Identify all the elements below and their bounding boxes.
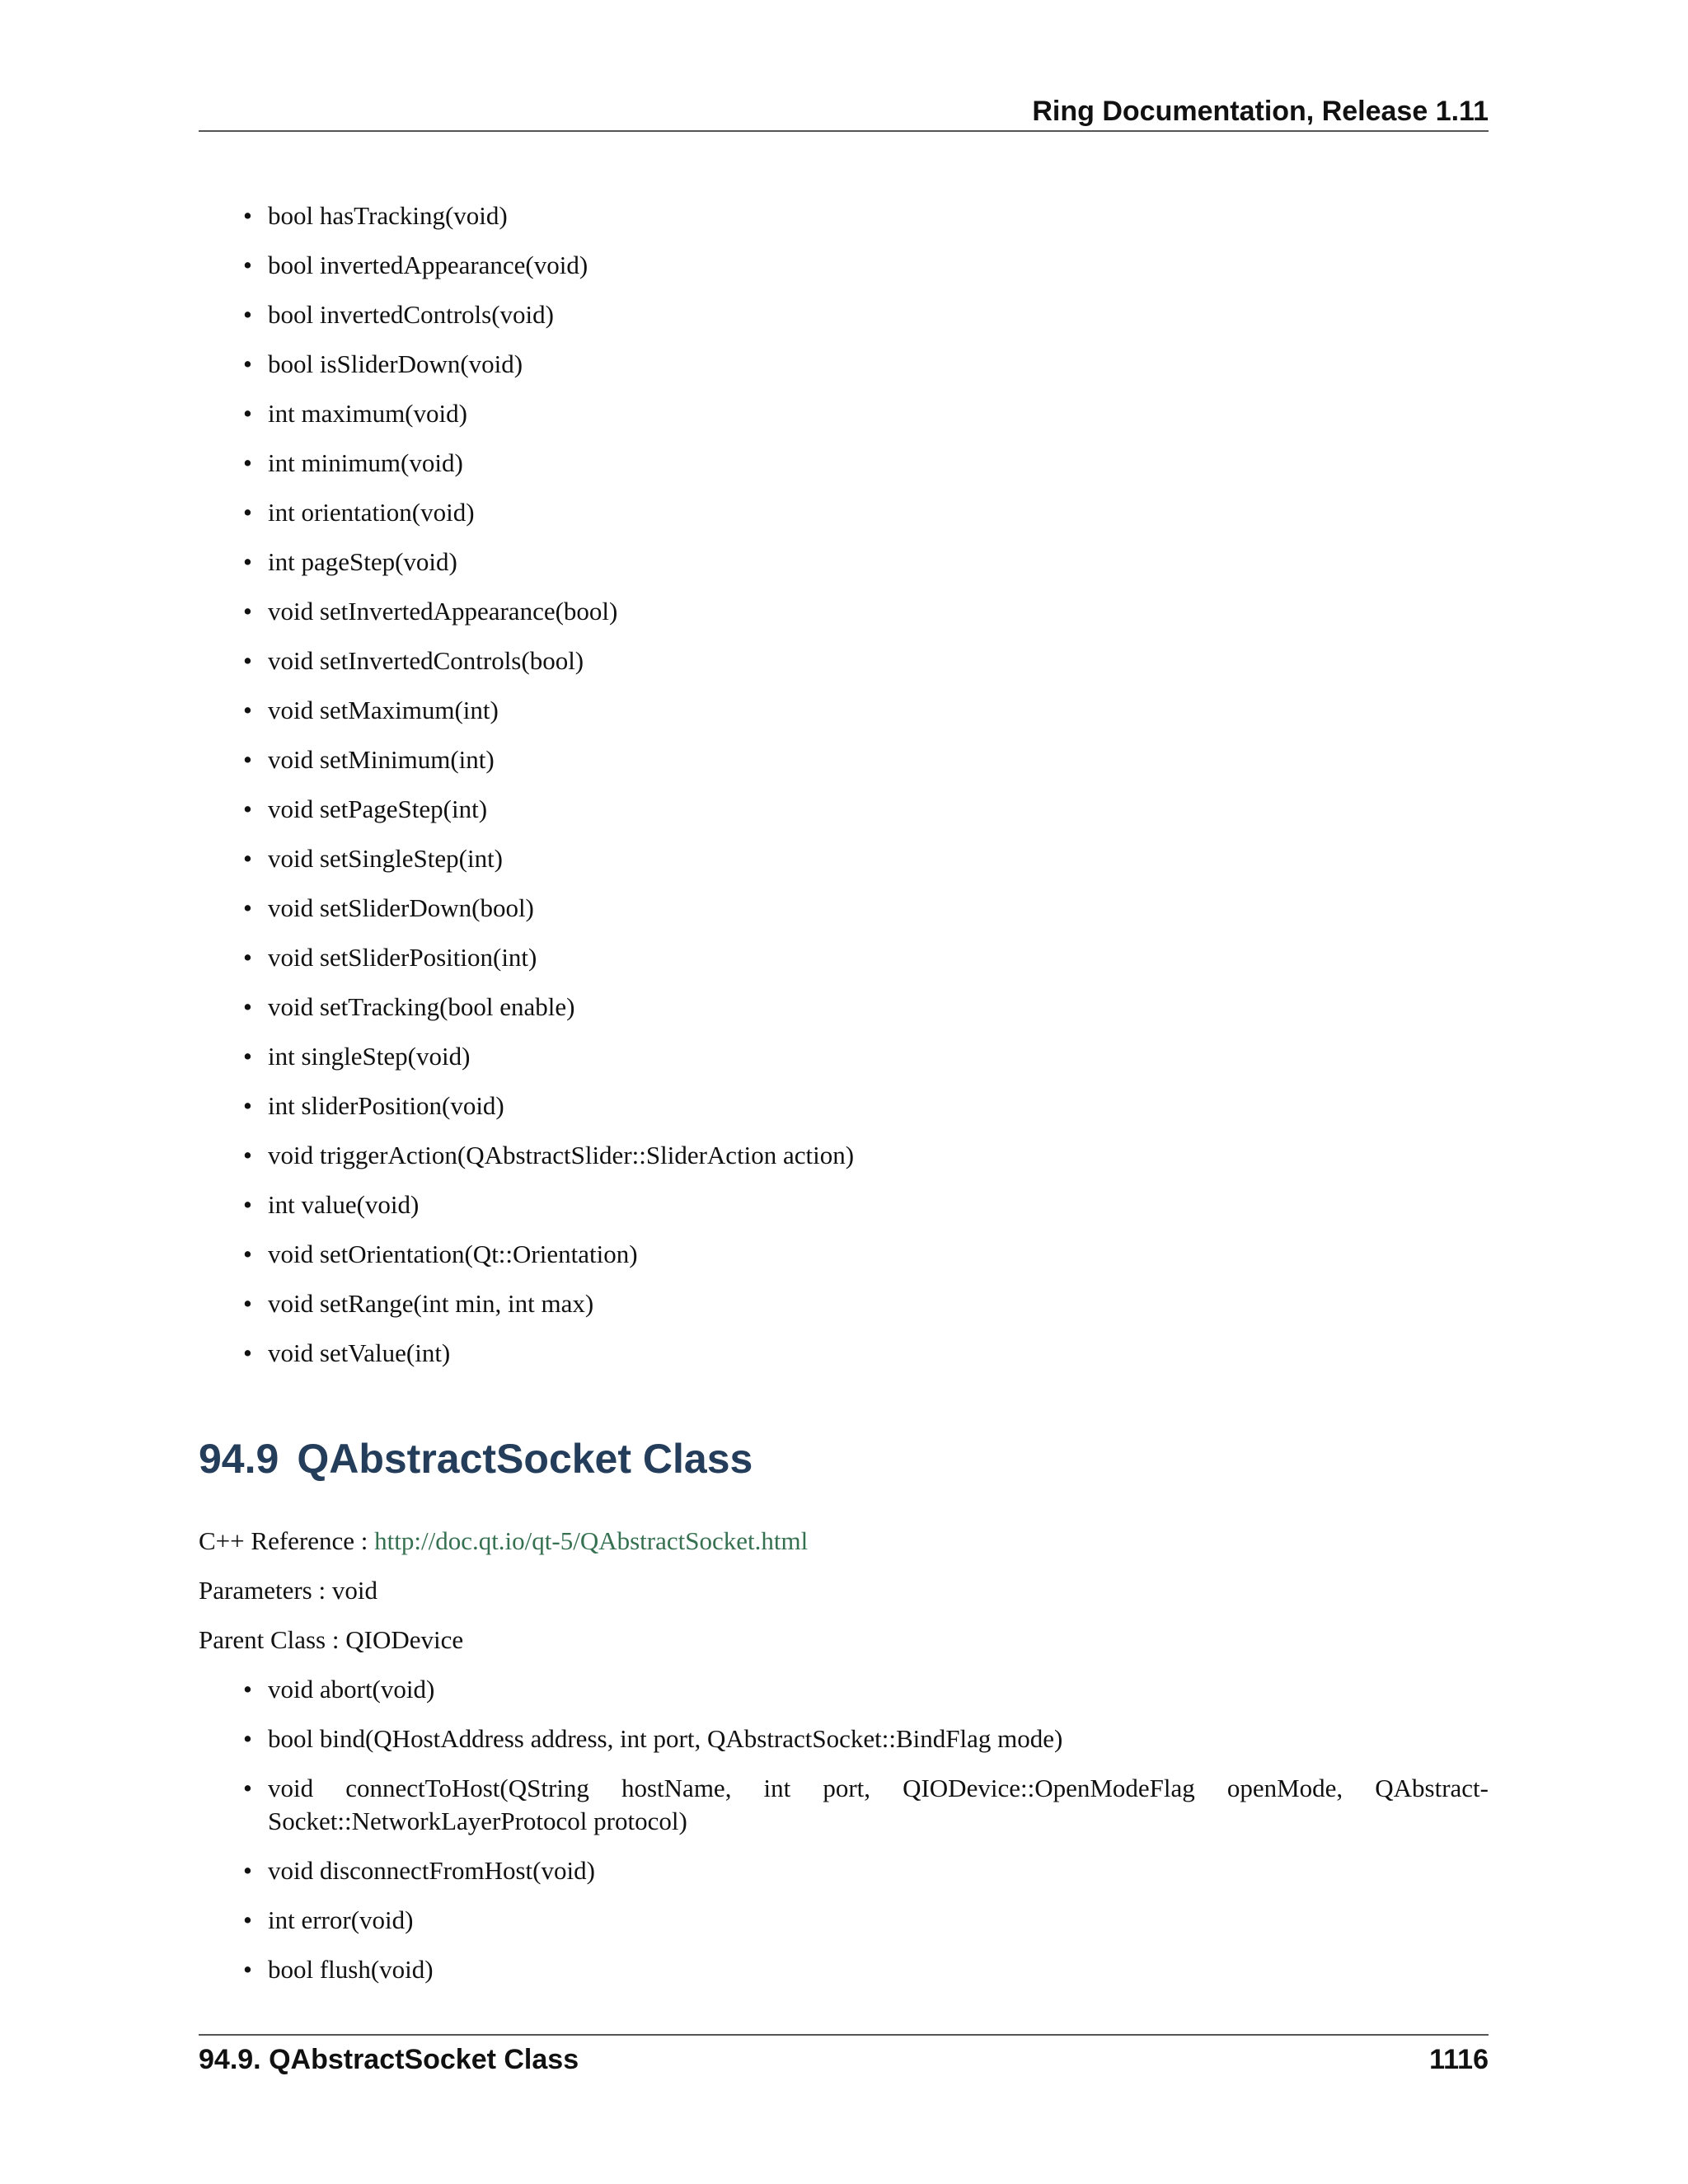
- parent-class-line: Parent Class : QIODevice: [199, 1625, 464, 1654]
- bullet-icon: •: [243, 1289, 252, 1318]
- method-signature: bool invertedAppearance(void): [268, 251, 588, 279]
- method-list-qabstractslider: [243, 199, 1489, 1386]
- method-signature: void setTracking(bool enable): [268, 992, 575, 1021]
- method-signature: void setSingleStep(int): [268, 844, 504, 873]
- cpp-reference-link[interactable]: http://doc.qt.io/qt-5/QAbstractSocket.html: [374, 1526, 809, 1555]
- method-item: [243, 743, 1489, 776]
- method-signature: int sliderPosition(void): [268, 1091, 504, 1120]
- method-signature: void setValue(int): [268, 1338, 451, 1367]
- method-signature: void setSliderDown(bool): [268, 893, 534, 922]
- bullet-icon: •: [243, 300, 252, 329]
- bullet-icon: •: [243, 893, 252, 922]
- bullet-icon: •: [243, 1190, 252, 1219]
- section-number: 94.9: [199, 1436, 279, 1482]
- method-item: [243, 298, 1489, 331]
- method-signature: void setPageStep(int): [268, 794, 488, 823]
- cpp-reference: [199, 1525, 808, 1558]
- method-item: [243, 1139, 1489, 1172]
- section-heading: [199, 1430, 753, 1488]
- method-signature: int error(void): [268, 1905, 414, 1934]
- method-item: [243, 199, 1489, 232]
- bullet-icon: •: [243, 1042, 252, 1071]
- method-item: [243, 842, 1489, 875]
- method-item: [243, 1772, 1489, 1838]
- bullet-icon: •: [243, 992, 252, 1021]
- method-signature: void setInvertedAppearance(bool): [268, 597, 618, 626]
- method-item: [243, 1188, 1489, 1221]
- bullet-icon: •: [243, 1856, 252, 1885]
- section-title-text: QAbstractSocket Class: [297, 1436, 753, 1482]
- method-signature: bool isSliderDown(void): [268, 349, 523, 378]
- method-signature: int singleStep(void): [268, 1042, 471, 1071]
- bullet-icon: •: [243, 201, 252, 230]
- bullet-icon: •: [243, 1905, 252, 1934]
- method-item: [243, 1337, 1489, 1370]
- bullet-icon: •: [243, 696, 252, 724]
- method-item: [243, 348, 1489, 381]
- method-item: [243, 1722, 1489, 1755]
- method-signature: int maximum(void): [268, 399, 467, 428]
- method-signature: int orientation(void): [268, 498, 475, 527]
- page-number: 1116: [1429, 2044, 1489, 2075]
- method-signature: void setMinimum(int): [268, 745, 495, 774]
- method-item: [243, 1953, 1489, 1986]
- method-item: [243, 1854, 1489, 1887]
- bullet-icon: •: [243, 794, 252, 823]
- bullet-icon: •: [243, 745, 252, 774]
- footer-rule: [199, 2034, 1489, 2036]
- running-header: Ring Documentation, Release 1.11: [1032, 96, 1489, 127]
- method-item: [243, 892, 1489, 925]
- method-signature: void setRange(int min, int max): [268, 1289, 594, 1318]
- bullet-icon: •: [243, 1091, 252, 1120]
- method-signature: void disconnectFromHost(void): [268, 1856, 595, 1885]
- method-signature: void setInvertedControls(bool): [268, 646, 584, 675]
- method-signature: void abort(void): [268, 1675, 435, 1704]
- method-signature: int value(void): [268, 1190, 420, 1219]
- method-item: [243, 397, 1489, 430]
- method-signature: bool hasTracking(void): [268, 201, 508, 230]
- method-item: [243, 1040, 1489, 1073]
- bullet-icon: •: [243, 597, 252, 626]
- bullet-icon: •: [243, 349, 252, 378]
- bullet-icon: •: [243, 1955, 252, 1984]
- method-item: [243, 496, 1489, 529]
- bullet-icon: •: [243, 1774, 252, 1802]
- method-item: [243, 644, 1489, 677]
- bullet-icon: •: [243, 498, 252, 527]
- header-rule: [199, 130, 1489, 132]
- method-signature: void connectToHost(QString hostName, int port, QIODevice::OpenModeFlag openMode, QAbstract-Socket::NetworkLayerProtocol protocol): [268, 1774, 1489, 1835]
- method-signature: void setMaximum(int): [268, 696, 499, 724]
- method-signature: void triggerAction(QAbstractSlider::SliderAction action): [268, 1141, 855, 1169]
- method-item: [243, 991, 1489, 1024]
- method-item: [243, 1287, 1489, 1320]
- method-item: [243, 1673, 1489, 1706]
- method-item: [243, 793, 1489, 826]
- method-signature: bool invertedControls(void): [268, 300, 554, 329]
- method-list-qabstractsocket: [243, 1673, 1489, 2003]
- bullet-icon: •: [243, 448, 252, 477]
- bullet-icon: •: [243, 1675, 252, 1704]
- footer-section-title: 94.9. QAbstractSocket Class: [199, 2044, 579, 2075]
- bullet-icon: •: [243, 844, 252, 873]
- method-item: [243, 1090, 1489, 1122]
- method-item: [243, 694, 1489, 727]
- method-item: [243, 447, 1489, 480]
- method-item: [243, 546, 1489, 579]
- parameters-line: Parameters : void: [199, 1576, 377, 1605]
- method-signature: bool flush(void): [268, 1955, 434, 1984]
- cpp-reference-label: C++ Reference :: [199, 1526, 368, 1555]
- method-signature: int pageStep(void): [268, 547, 457, 576]
- bullet-icon: •: [243, 251, 252, 279]
- method-signature: void setSliderPosition(int): [268, 943, 537, 972]
- bullet-icon: •: [243, 1240, 252, 1268]
- bullet-icon: •: [243, 943, 252, 972]
- method-item: [243, 941, 1489, 974]
- bullet-icon: •: [243, 646, 252, 675]
- bullet-icon: •: [243, 399, 252, 428]
- document-page: [199, 0, 1489, 2184]
- bullet-icon: •: [243, 1338, 252, 1367]
- bullet-icon: •: [243, 547, 252, 576]
- method-item: [243, 249, 1489, 282]
- method-item: [243, 1238, 1489, 1271]
- method-signature: int minimum(void): [268, 448, 463, 477]
- bullet-icon: •: [243, 1724, 252, 1753]
- method-signature: bool bind(QHostAddress address, int port, QAbstractSocket::BindFlag mode): [268, 1724, 1063, 1753]
- method-item: [243, 595, 1489, 628]
- method-item: [243, 1904, 1489, 1937]
- bullet-icon: •: [243, 1141, 252, 1169]
- method-signature: void setOrientation(Qt::Orientation): [268, 1240, 638, 1268]
